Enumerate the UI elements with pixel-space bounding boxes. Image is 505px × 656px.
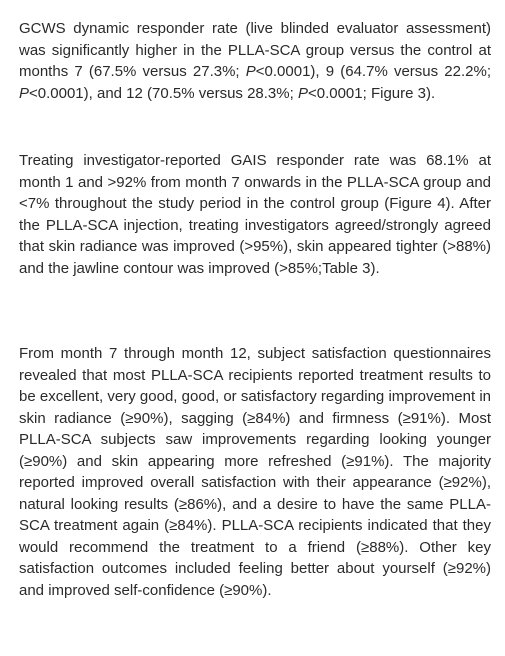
p-value-label: P [297, 84, 308, 102]
text-run: GCWS dynamic responder rate (live blinded evaluator assessment) was significantly higher in the PLLA-SCA group versus the control at months 7 (67.5% versus 27.3%; [19, 20, 491, 80]
paragraph-gcws-responder [19, 18, 491, 104]
text-run: <0.0001; Figure 3). [307, 84, 436, 102]
p-value-label: P [19, 84, 30, 102]
p-value-label: P [245, 63, 256, 80]
paragraph-subject-satisfaction: From month 7 through month 12, subject satisfaction questionnaires revealed that most PLLA-SCA recipients reported treatment results to be excellent, very good, good, or satisfactory regarding improvement in skin radiance (≥90%), sagging (≥84%) and firmness (≥91%). Most PLLA-SCA subjects saw improvements regarding looking younger (≥90%) and skin appearing more refreshed (≥91%). The majority reported improved overall satisfaction with their appearance (≥92%), natural looking results (≥86%), and a desire to have the same PLLA-SCA treatment again (≥84%). PLLA-SCA recipients indicated that they would recommend the treatment to a friend (≥88%). Other key satisfaction outcomes included feeling better about yourself (≥92%) and improved self-confidence (≥90%). [19, 345, 491, 599]
text-run: <0.0001), 9 (64.7% versus 22.2%; [255, 63, 491, 80]
paragraph-gais-responder: Treating investigator-reported GAIS responder rate was 68.1% at month 1 and >92% from month 7 onwards in the PLLA-SCA group and <7% throughout the study period in the control group (Figure 4). After the PLLA-SCA injection, treating investigators agreed/strongly agreed that skin radiance was improved (>95%), skin appeared tighter (>88%) and the jawline contour was improved (>85%;Table 3). [19, 152, 491, 277]
text-run: <0.0001), and 12 (70.5% versus 28.3%; [29, 84, 298, 102]
